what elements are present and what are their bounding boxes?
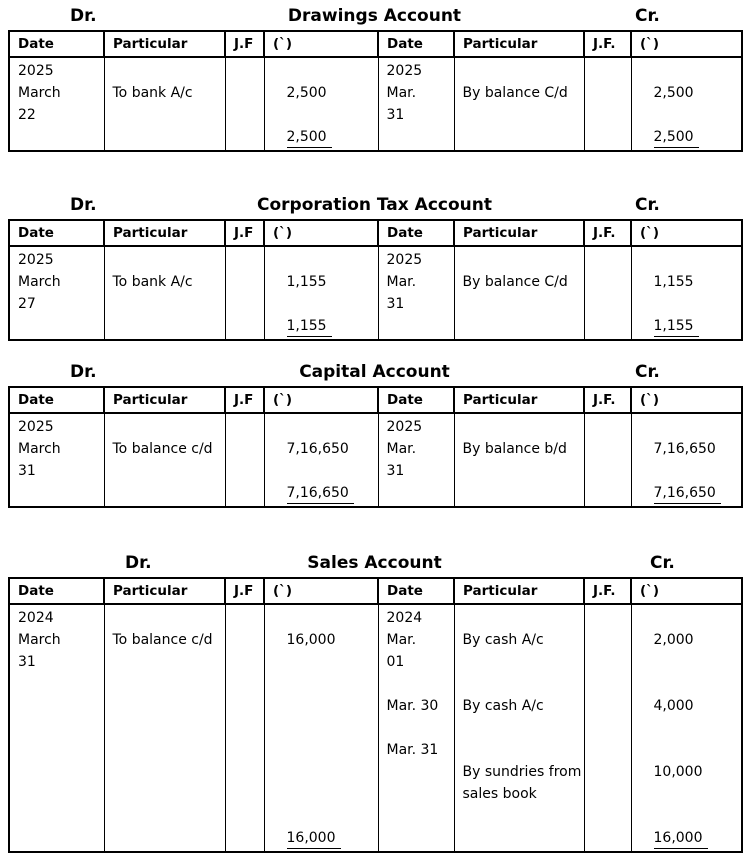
ledger-line [463, 717, 584, 739]
cell-text: 31 [18, 463, 36, 479]
ledger-line [463, 629, 584, 651]
ledger-line [18, 104, 104, 126]
cell-text: To balance c/d [112, 441, 213, 457]
column-header-date-right: Date [378, 31, 454, 57]
ledger-line [654, 651, 742, 673]
ledger-line [18, 60, 104, 82]
cell-text: 31 [18, 654, 36, 670]
cell-text: 16,000 [654, 829, 708, 849]
cr-label: Cr. [635, 6, 660, 26]
ledger-line [387, 271, 454, 293]
column-header-date-left: Date [9, 578, 104, 604]
body-row [9, 57, 742, 151]
particular-cell-left [104, 413, 225, 507]
cell-text: To bank A/c [112, 85, 193, 101]
ledger-line [387, 460, 454, 482]
ledger-line [463, 783, 584, 805]
ledger-line [287, 315, 378, 337]
cell-text: 1,155 [286, 274, 327, 290]
ledger-line [287, 104, 378, 126]
cell-text: By balance C/d [462, 85, 568, 101]
jf-cell-right [584, 246, 631, 340]
account-section [8, 362, 741, 508]
account-section [8, 195, 741, 341]
ledger-line [287, 126, 378, 148]
column-header-particular-right: Particular [454, 578, 584, 604]
ledger-line [387, 293, 454, 315]
particular-cell-left [104, 604, 225, 852]
cell-text: 2025 [386, 252, 423, 268]
ledger-line [387, 60, 454, 82]
ledger-line [18, 271, 104, 293]
ledger-line [463, 271, 584, 293]
ledger-line [113, 82, 225, 104]
ledger-line [387, 104, 454, 126]
dr-label: Dr. [125, 553, 152, 573]
ledger-line [387, 629, 454, 651]
cell-text: 7,16,650 [286, 441, 349, 457]
header-row [9, 31, 742, 57]
column-header-particular-left: Particular [104, 220, 225, 246]
ledger-line [287, 629, 378, 651]
cell-text: 7,16,650 [654, 484, 721, 504]
ledger-line [654, 607, 742, 629]
ledger-line [654, 249, 742, 271]
cell-text: March [18, 441, 61, 457]
ledger-table [8, 577, 743, 853]
column-header-particular-right: Particular [454, 387, 584, 413]
date-cell-left [9, 604, 104, 852]
particular-cell-left [104, 57, 225, 151]
cell-text: 2,500 [653, 85, 694, 101]
ledger-line [287, 482, 378, 504]
cell-text: To bank A/c [112, 274, 193, 290]
date-cell-right [378, 57, 454, 151]
account-title: Drawings Account [287, 6, 462, 26]
cell-text: 16,000 [286, 632, 336, 648]
ledger-table [8, 30, 743, 152]
ledger-accounts [8, 6, 741, 853]
ledger-line [463, 651, 584, 673]
body-row [9, 604, 742, 852]
ledger-line [113, 438, 225, 460]
ledger-line [654, 315, 742, 337]
ledger-line [463, 82, 584, 104]
cell-text: 2025 [386, 419, 423, 435]
cell-text: Mar. 30 [386, 698, 439, 714]
date-cell-right [378, 246, 454, 340]
ledger-line [18, 416, 104, 438]
column-header-jf-left: J.F [225, 31, 264, 57]
cell-text: 10,000 [653, 764, 703, 780]
jf-cell-right [584, 604, 631, 852]
ledger-line [287, 271, 378, 293]
column-header-particular-left: Particular [104, 31, 225, 57]
particular-cell-right [454, 246, 584, 340]
ledger-line [287, 60, 378, 82]
particular-cell-left [104, 246, 225, 340]
ledger-line [654, 717, 742, 739]
jf-cell-right [584, 57, 631, 151]
ledger-line [463, 416, 584, 438]
column-header-amount-left: (`) [264, 578, 378, 604]
column-header-particular-right: Particular [454, 31, 584, 57]
ledger-line [113, 271, 225, 293]
cell-text: March [18, 632, 61, 648]
ledger-line [287, 416, 378, 438]
ledger-line [463, 60, 584, 82]
ledger-line [654, 695, 742, 717]
ledger-line [18, 460, 104, 482]
cell-text: 22 [18, 107, 36, 123]
ledger-line [287, 460, 378, 482]
dr-label: Dr. [70, 362, 97, 382]
ledger-line [287, 739, 378, 761]
date-cell-left [9, 57, 104, 151]
header-row [9, 578, 742, 604]
account-title: Sales Account [307, 553, 442, 573]
ledger-line [18, 249, 104, 271]
ledger-line [287, 805, 378, 827]
column-header-particular-right: Particular [454, 220, 584, 246]
cell-text: By balance b/d [462, 441, 567, 457]
ledger-line [654, 82, 742, 104]
cell-text: Mar. [386, 85, 417, 101]
ledger-table [8, 219, 743, 341]
ledger-line [463, 739, 584, 761]
header-row [9, 387, 742, 413]
cell-text: sales book [462, 786, 537, 802]
ledger-line [387, 82, 454, 104]
column-header-date-left: Date [9, 387, 104, 413]
ledger-line [287, 293, 378, 315]
date-cell-left [9, 413, 104, 507]
cell-text: To balance c/d [112, 632, 213, 648]
ledger-line [463, 438, 584, 460]
cell-text: March [18, 274, 61, 290]
cell-text: 1,155 [653, 274, 694, 290]
ledger-line [463, 607, 584, 629]
cell-text: March [18, 85, 61, 101]
cell-text: 2024 [18, 610, 54, 626]
amount-cell-right [631, 57, 742, 151]
body-row [9, 246, 742, 340]
particular-cell-right [454, 604, 584, 852]
ledger-line [113, 629, 225, 651]
jf-cell-left [225, 246, 264, 340]
ledger-line [654, 739, 742, 761]
column-header-jf-left: J.F [225, 387, 264, 413]
ledger-line [463, 761, 584, 783]
account-title: Capital Account [299, 362, 450, 382]
date-cell-right [378, 604, 454, 852]
account-section [8, 553, 741, 853]
ledger-line [654, 482, 742, 504]
ledger-line [654, 416, 742, 438]
ledger-line [654, 460, 742, 482]
cell-text: Mar. [386, 274, 417, 290]
column-header-jf-right: J.F. [584, 31, 631, 57]
ledger-line [463, 695, 584, 717]
jf-cell-left [225, 413, 264, 507]
ledger-line [654, 126, 742, 148]
cr-label: Cr. [635, 195, 660, 215]
cell-text: 2,500 [654, 128, 699, 148]
ledger-line [387, 416, 454, 438]
cell-text: 7,16,650 [653, 441, 716, 457]
cell-text: 1,155 [287, 317, 332, 337]
ledger-line [287, 761, 378, 783]
ledger-line [387, 438, 454, 460]
cell-text: 31 [386, 296, 405, 312]
ledger-line [654, 438, 742, 460]
ledger-line [387, 739, 454, 761]
column-header-date-left: Date [9, 220, 104, 246]
column-header-amount-right: (`) [631, 387, 742, 413]
ledger-line [387, 651, 454, 673]
ledger-line [287, 783, 378, 805]
column-header-particular-left: Particular [104, 387, 225, 413]
ledger-line [18, 438, 104, 460]
cell-text: 2025 [18, 252, 54, 268]
ledger-line [654, 673, 742, 695]
ledger-line [387, 695, 454, 717]
ledger-line [287, 827, 378, 849]
column-header-amount-right: (`) [631, 31, 742, 57]
amount-cell-right [631, 246, 742, 340]
ledger-line [287, 249, 378, 271]
amount-cell-right [631, 413, 742, 507]
column-header-jf-right: J.F. [584, 387, 631, 413]
ledger-table [8, 386, 743, 508]
ledger-line [113, 607, 225, 629]
cr-label: Cr. [635, 362, 660, 382]
cell-text: 16,000 [287, 829, 341, 849]
ledger-line [18, 629, 104, 651]
cell-text: Mar. [386, 632, 417, 648]
particular-cell-right [454, 413, 584, 507]
ledger-line [654, 60, 742, 82]
ledger-line [654, 271, 742, 293]
cell-text: 2,500 [286, 85, 327, 101]
ledger-line [654, 761, 742, 783]
column-header-date-left: Date [9, 31, 104, 57]
particular-cell-right [454, 57, 584, 151]
column-header-jf-right: J.F. [584, 220, 631, 246]
ledger-line [113, 60, 225, 82]
ledger-line [654, 293, 742, 315]
cell-text: 2025 [18, 63, 54, 79]
cell-text: By sundries from [462, 764, 582, 780]
cell-text: Mar. 31 [386, 742, 439, 758]
column-header-amount-right: (`) [631, 578, 742, 604]
ledger-line [287, 438, 378, 460]
column-header-jf-left: J.F [225, 220, 264, 246]
jf-cell-right [584, 413, 631, 507]
cell-text: 27 [18, 296, 36, 312]
cell-text: 2025 [18, 419, 54, 435]
account-title: Corporation Tax Account [257, 195, 492, 215]
ledger-line [287, 651, 378, 673]
column-header-amount-left: (`) [264, 387, 378, 413]
ledger-line [387, 717, 454, 739]
dr-label: Dr. [70, 6, 97, 26]
ledger-line [287, 695, 378, 717]
column-header-date-right: Date [378, 220, 454, 246]
column-header-particular-left: Particular [104, 578, 225, 604]
account-section [8, 6, 741, 152]
column-header-jf-right: J.F. [584, 578, 631, 604]
ledger-line [387, 673, 454, 695]
ledger-line [18, 293, 104, 315]
column-header-amount-right: (`) [631, 220, 742, 246]
cell-text: By balance C/d [462, 274, 568, 290]
ledger-line [18, 651, 104, 673]
cell-text: 7,16,650 [287, 484, 354, 504]
jf-cell-left [225, 57, 264, 151]
ledger-line [387, 607, 454, 629]
ledger-line [654, 827, 742, 849]
column-header-amount-left: (`) [264, 31, 378, 57]
cell-text: 4,000 [653, 698, 694, 714]
ledger-line [654, 104, 742, 126]
account-caption [8, 195, 741, 216]
cell-text: 2025 [386, 63, 423, 79]
jf-cell-left [225, 604, 264, 852]
cell-text: 2,500 [287, 128, 332, 148]
ledger-line [463, 249, 584, 271]
ledger-line [654, 805, 742, 827]
ledger-line [287, 82, 378, 104]
cell-text: 1,155 [654, 317, 699, 337]
cell-text: By cash A/c [462, 632, 544, 648]
ledger-line [287, 607, 378, 629]
date-cell-right [378, 413, 454, 507]
date-cell-left [9, 246, 104, 340]
ledger-line [113, 416, 225, 438]
ledger-line [287, 717, 378, 739]
cr-label: Cr. [650, 553, 675, 573]
ledger-line [654, 629, 742, 651]
column-header-date-right: Date [378, 578, 454, 604]
body-row [9, 413, 742, 507]
column-header-amount-left: (`) [264, 220, 378, 246]
amount-cell-left [264, 246, 378, 340]
column-header-jf-left: J.F [225, 578, 264, 604]
ledger-line [18, 82, 104, 104]
cell-text: 01 [386, 654, 405, 670]
amount-cell-left [264, 604, 378, 852]
ledger-line [654, 783, 742, 805]
cell-text: 2,000 [653, 632, 694, 648]
account-caption [8, 6, 741, 27]
cell-text: 31 [386, 107, 405, 123]
ledger-line [18, 607, 104, 629]
header-row [9, 220, 742, 246]
cell-text: By cash A/c [462, 698, 544, 714]
account-caption [8, 553, 741, 574]
amount-cell-right [631, 604, 742, 852]
cell-text: Mar. [386, 441, 417, 457]
cell-text: 31 [386, 463, 405, 479]
dr-label: Dr. [70, 195, 97, 215]
ledger-line [387, 249, 454, 271]
column-header-date-right: Date [378, 387, 454, 413]
amount-cell-left [264, 57, 378, 151]
ledger-line [113, 249, 225, 271]
account-caption [8, 362, 741, 383]
ledger-line [287, 673, 378, 695]
amount-cell-left [264, 413, 378, 507]
cell-text: 2024 [386, 610, 423, 626]
ledger-line [463, 673, 584, 695]
